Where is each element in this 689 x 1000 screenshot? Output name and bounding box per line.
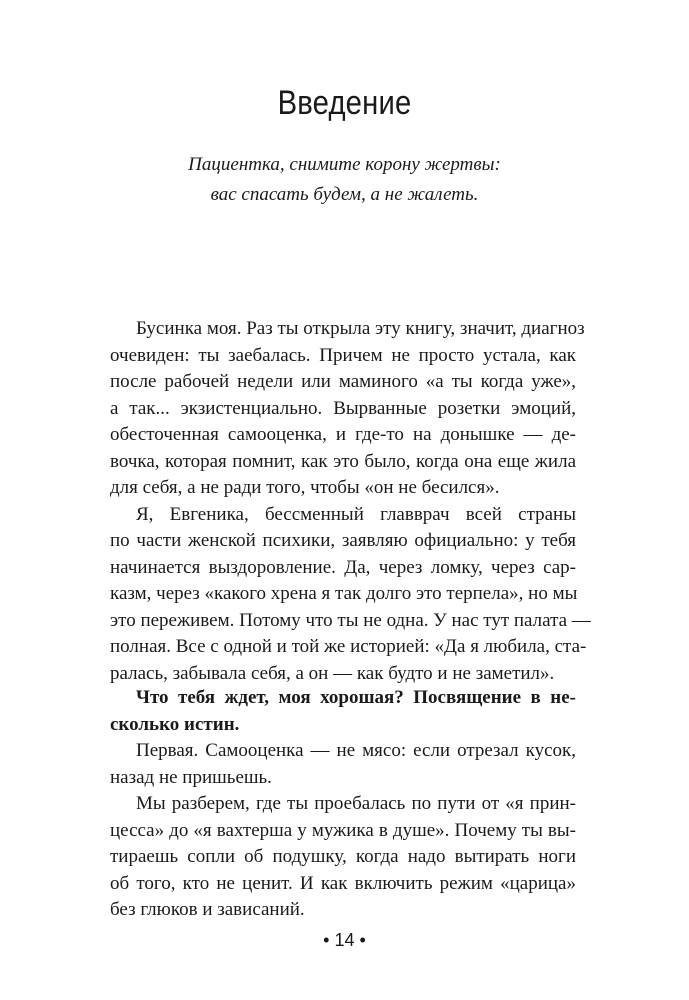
text-line: после рабочей недели или маминого «а ты когда уже», [110,371,576,392]
text-line: Мы разберем, где ты проебалась по пути от «я прин- [136,793,576,814]
text-line: ралась, забывала себя, а он — как будто и не заметил». [110,662,555,684]
text-line: цесса» до «я вахтерша у мужика в душе». Почему ты вы- [110,819,576,841]
text-line: очевиден: ты заебалась. Причем не просто устала, как [110,344,576,366]
section-truths [110,685,576,924]
paragraph [110,316,585,502]
heading-line: Что тебя ждет, моя хорошая? Посвящение в не- [136,687,576,708]
epigraph-line: вас спасать будем, а не жалеть. [210,184,479,205]
text-line: а так... экзистенциально. Вырванные розетки эмоций, [110,397,576,419]
text-line: полная. Все с одной и той же историей: «Да я любила, ста- [110,636,587,657]
text-line: тираешь сопли об подушку, когда надо вытирать ноги [110,846,576,867]
text-line: Первая. Самооценка — не мясо: если отрезал кусок, [136,740,576,761]
text-line: Я, Евгеника, бессменный главврач всей страны [136,503,576,525]
paragraph [110,738,576,791]
paragraph [110,791,576,924]
text-line: казм, через «какого хрена я так долго это терпела», но мы [110,583,578,604]
text-line: это переживем. Потому что ты не одна. У нас тут палата — [110,609,591,631]
text-line: начинается выздоровление. Да, через ломку, через сар- [110,556,576,578]
epigraph [0,150,689,210]
section-heading [110,685,576,738]
chapter-title: Введение [277,84,412,122]
page-number: • 14 • [323,930,366,950]
epigraph-line: Пациентка, снимите корону жертвы: [188,154,501,175]
text-line: Бусинка моя. Раз ты открыла эту книгу, значит, диагноз [136,318,585,339]
text-line: для себя, а не ради того, чтобы «он не бесился». [110,477,500,498]
text-line: по части женской психики, заявляю официально: у тебя [110,530,576,551]
text-line: об того, кто не ценит. И как включить режим «царица» [110,872,576,894]
paragraph [110,502,591,688]
text-line: вочка, которая помнит, как это было, когда она еще жила [110,450,576,472]
text-line: обесточенная самооценка, и где-то на донышке — де- [110,424,576,445]
text-line: без глюков и зависаний. [110,899,305,920]
text-line: назад не пришьешь. [110,766,272,788]
heading-line: сколько истин. [110,713,240,735]
intro-text [110,316,591,687]
